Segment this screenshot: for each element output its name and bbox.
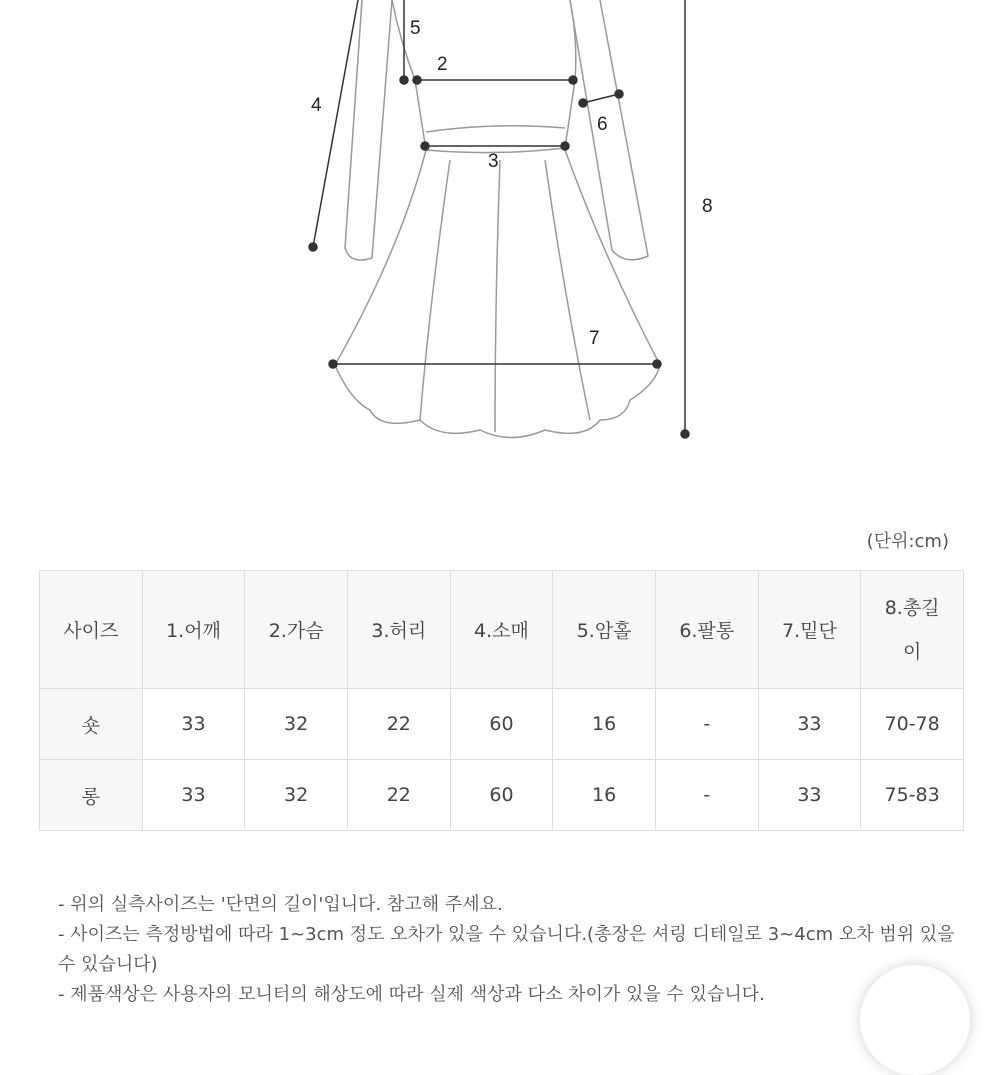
table-cell: 22 [347, 689, 450, 760]
unit-label: (단위:cm) [866, 531, 949, 552]
measurement-lines [309, 0, 689, 438]
header-chest: 2.가슴 [245, 571, 348, 689]
table-cell: - [655, 760, 758, 831]
table-row [40, 760, 964, 831]
header-arm-width: 6.팔통 [655, 571, 758, 689]
row-label: 숏 [40, 689, 143, 760]
label-3: 3 [488, 151, 499, 172]
floating-action-button[interactable] [860, 965, 970, 1075]
table-cell: 33 [142, 689, 245, 760]
label-7: 7 [589, 328, 600, 349]
header-shoulder: 1.어깨 [142, 571, 245, 689]
table-cell: 75-83 [861, 760, 964, 831]
table-cell: 22 [347, 760, 450, 831]
size-table [39, 570, 964, 831]
table-header-row [40, 571, 964, 689]
header-hem: 7.밑단 [758, 571, 861, 689]
dress-measurement-diagram [0, 0, 1003, 450]
table-cell: 60 [450, 760, 553, 831]
measurement-labels [311, 18, 713, 349]
table-cell: 33 [142, 760, 245, 831]
table-cell: 33 [758, 689, 861, 760]
table-cell: - [655, 689, 758, 760]
row-label: 롱 [40, 760, 143, 831]
note-line: - 사이즈는 측정방법에 따라 1~3cm 정도 오차가 있을 수 있습니다.(총장은 셔링 디테일로 3~4cm 오차 범위 있을 수 있습니다) [58, 924, 955, 975]
table-cell: 70-78 [861, 689, 964, 760]
table-cell: 32 [245, 760, 348, 831]
table-cell: 32 [245, 689, 348, 760]
label-4: 4 [311, 95, 322, 116]
table-cell: 16 [553, 760, 656, 831]
header-total-length: 8.총길이 [861, 571, 964, 689]
table-row [40, 689, 964, 760]
header-size: 사이즈 [40, 571, 143, 689]
header-armhole: 5.암홀 [553, 571, 656, 689]
table-cell: 16 [553, 689, 656, 760]
label-8: 8 [702, 196, 713, 217]
size-notes [58, 890, 958, 1010]
label-5: 5 [410, 18, 421, 39]
note-line: - 위의 실측사이즈는 '단면의 길이'입니다. 참고해 주세요. [58, 894, 503, 915]
header-waist: 3.허리 [347, 571, 450, 689]
label-6: 6 [597, 114, 608, 135]
note-line: - 제품색상은 사용자의 모니터의 해상도에 따라 실제 색상과 다소 차이가 있을 수 있습니다. [58, 984, 765, 1005]
label-2: 2 [437, 54, 448, 75]
dress-outline [335, 0, 660, 438]
table-cell: 33 [758, 760, 861, 831]
table-cell: 60 [450, 689, 553, 760]
header-sleeve: 4.소매 [450, 571, 553, 689]
